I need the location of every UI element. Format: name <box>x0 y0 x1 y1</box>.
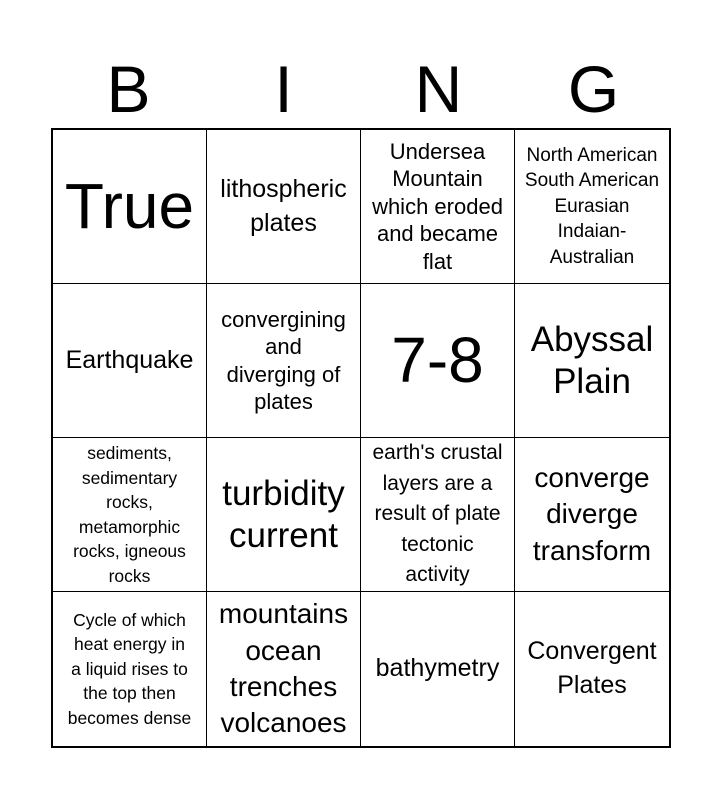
bingo-cell-r3-c1[interactable]: sediments, sedimentary rocks, metamorphic rocks, igneous rocks <box>53 438 207 592</box>
bingo-cell-r1-c1[interactable]: True <box>53 130 207 284</box>
bingo-cell-r2-c1[interactable]: Earthquake <box>53 284 207 438</box>
bingo-cell-r4-c4[interactable]: Convergent Plates <box>527 637 657 699</box>
bingo-cell-r3-c2[interactable]: turbidity current <box>207 438 361 592</box>
bingo-cell-r3-c3[interactable]: earth's crustal layers are a result of plate tectonic activity <box>361 438 515 592</box>
bingo-cell-r1-c3[interactable]: Undersea Mountain which eroded and became flat <box>361 130 515 284</box>
bingo-cell-r1-c2[interactable]: lithospheric plates <box>207 130 361 284</box>
bingo-board <box>51 128 671 748</box>
header-letter-n: N <box>414 52 463 126</box>
bingo-cell-r2-c2[interactable]: convergining and diverging of plates <box>207 284 361 438</box>
bingo-cell-r2-c3[interactable]: 7-8 <box>361 284 515 438</box>
bingo-cell-r4-c2[interactable]: mountains ocean trenches volcanoes <box>207 592 361 746</box>
header-letter-i: I <box>274 52 293 126</box>
header-letter-g: G <box>567 52 620 126</box>
bingo-cell-r3-c4[interactable]: converge diverge transform <box>515 438 669 592</box>
bingo-header <box>51 50 671 128</box>
header-letter-b: B <box>106 52 151 126</box>
bingo-cell-r4-c3[interactable]: bathymetry <box>361 592 515 746</box>
bingo-cell-r4-c1[interactable]: Cycle of which heat energy in a liquid rises to the top then becomes dense <box>53 592 207 746</box>
bingo-cell-r1-c4[interactable]: North American South American Eurasian Indaian- Australian <box>515 130 669 284</box>
bingo-cell-r2-c4[interactable]: Abyssal Plain <box>515 284 669 438</box>
